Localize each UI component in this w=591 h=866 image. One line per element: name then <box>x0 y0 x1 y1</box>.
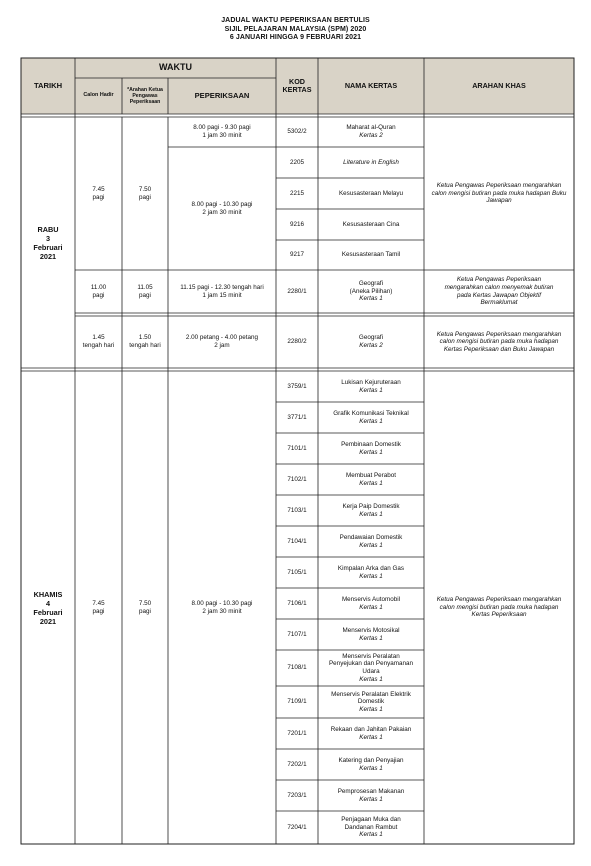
header-arahan-khas: ARAHAN KHAS <box>472 81 526 91</box>
day2-kod-cell: 7103/1 <box>287 506 307 514</box>
day2-nama-cell: Menservis Peralatan Penyejukan dan Penyamanan Udara Kertas 1 <box>328 652 414 683</box>
day1-kod-2280-1: 2280/1 <box>287 287 307 295</box>
day1-s2-calon-hadir: 11.00 pagi <box>90 283 107 299</box>
day2-nama-cell: Menservis Peralatan Elektrik Domestik Kertas 1 <box>331 690 411 713</box>
header-arahan-ketua: *Arahan Ketua Pengawas Peperiksaan <box>127 87 163 105</box>
day2-kod-cell: 7201/1 <box>287 729 307 737</box>
day2-date: KHAMIS 4 Februari 2021 <box>33 589 63 626</box>
day2-kod-cell: 7204/1 <box>287 823 307 831</box>
day2-nama-cell: Kerja Paip Domestik Kertas 1 <box>342 502 400 518</box>
day1-nama-geografi-2: Geografi Kertas 2 <box>358 334 384 349</box>
day1-s1-arahan-ketua: 7.50 pagi <box>138 185 152 201</box>
day2-kod-cell: 7203/1 <box>287 791 307 799</box>
day1-s3-arahan-ketua: 1.50 tengah hari <box>129 334 161 349</box>
day2-arahan-ketua: 7.50 pagi <box>138 599 152 615</box>
header-calon-hadir: Calon Hadir <box>83 92 114 99</box>
day2-nama-cell: Menservis Automobil Kertas 1 <box>341 595 401 611</box>
header-tarikh: TARIKH <box>33 81 63 91</box>
day1-s3-calon-hadir: 1.45 tengah hari <box>82 334 115 349</box>
title-line-2: SIJIL PELAJARAN MALAYSIA (SPM) 2020 <box>224 25 367 33</box>
header-peperiksaan: PEPERIKSAAN <box>194 91 250 101</box>
day2-kod-cell: 7106/1 <box>287 599 307 607</box>
day1-s3-arahan-khas: Ketua Pengawas Peperiksaan mengarahkan calon mengisi butiran pada muka hadapan Kertas Peperiksaan dan Buku Jawapan <box>436 330 562 353</box>
day1-kod-2215: 2215 <box>289 189 304 197</box>
day2-nama-cell: Rekaan dan Jahitan Pakaian Kertas 1 <box>330 725 412 741</box>
day1-s1-calon-hadir: 7.45 pagi <box>92 185 105 201</box>
day1-s1-slot1-time: 8.00 pagi - 9.30 pagi 1 jam 30 minit <box>193 124 251 139</box>
day1-kod-5302-2: 5302/2 <box>287 128 307 136</box>
day1-nama-kesusasteraan-cina: Kesusasteraan Cina <box>342 220 400 228</box>
day2-nama-cell: Penjagaan Muka dan Dandanan Rambut Kertas 1 <box>341 816 401 839</box>
day2-kod-cell: 7104/1 <box>287 537 307 545</box>
day1-kod-2280-2: 2280/2 <box>287 338 307 346</box>
day2-kod-cell: 7107/1 <box>287 630 307 638</box>
day1-nama-kesusasteraan-tamil: Kesusasteraan Tamil <box>341 251 401 259</box>
day2-nama-cell: Membuat Perabot Kertas 1 <box>345 471 397 487</box>
day1-s3-time: 2.00 petang - 4.00 petang 2 jam <box>185 334 259 349</box>
day2-kod-cell: 7102/1 <box>287 475 307 483</box>
day1-s1-arahan-khas: Ketua Pengawas Peperiksaan mengarahkan calon mengisi butiran pada muka hadapan Buku Jawapan <box>431 182 567 205</box>
day1-nama-kesusasteraan-melayu: Kesusasteraan Melayu <box>338 189 404 197</box>
day2-nama-cell: Pembinaan Domestik Kertas 1 <box>341 440 401 456</box>
day2-kod-cell: 7101/1 <box>287 444 307 452</box>
day1-s2-time: 11.15 pagi - 12.30 tengah hari 1 jam 15 minit <box>180 283 264 299</box>
day2-kod-cell: 3771/1 <box>287 413 307 421</box>
day1-nama-geografi-1: Geografi (Aneka Pilihan) Kertas 1 <box>349 280 393 303</box>
title-line-3: 6 JANUARI HINGGA 9 FEBRUARI 2021 <box>229 34 362 42</box>
day1-nama-maharat: Maharat al-Quran Kertas 2 <box>346 124 396 139</box>
title-line-1: JADUAL WAKTU PEPERIKSAAN BERTULIS <box>221 17 370 24</box>
day2-calon-hadir: 7.45 pagi <box>92 599 105 615</box>
day2-nama-cell: Grafik Komunikasi Teknikal Kertas 1 <box>333 409 409 425</box>
day1-s2-arahan-ketua: 11.05 pagi <box>137 283 153 299</box>
day1-kod-9216: 9216 <box>289 220 304 228</box>
header-waktu: WAKTU <box>159 62 192 73</box>
day2-nama-cell: Lukisan Kejuruteraan Kertas 1 <box>341 378 401 394</box>
day2-kod-cell: 7109/1 <box>287 698 307 706</box>
header-kod-kertas: KOD KERTAS <box>282 76 312 94</box>
day2-arahan-khas: Ketua Pengawas Peperiksaan mengarahkan calon mengisi butiran pada muka hadapan Kertas Peperiksaan <box>436 596 562 619</box>
day1-date: RABU 3 Februari 2021 <box>33 224 63 261</box>
day2-nama-cell: Pemprosesan Makanan Kertas 1 <box>337 787 405 803</box>
day1-nama-literature: Literature in English <box>343 158 399 166</box>
day2-kod-cell: 3759/1 <box>287 382 307 390</box>
header-nama-kertas: NAMA KERTAS <box>344 81 398 91</box>
day2-nama-cell: Menservis Motosikal Kertas 1 <box>342 626 400 642</box>
day2-nama-cell: Pendawaian Domestik Kertas 1 <box>339 533 403 549</box>
day2-kod-cell: 7108/1 <box>287 664 307 672</box>
day2-nama-cell: Katering dan Penyajian Kertas 1 <box>338 756 404 772</box>
day2-kod-cell: 7105/1 <box>287 568 307 576</box>
day1-kod-9217: 9217 <box>289 251 304 259</box>
day2-kod-cell: 7202/1 <box>287 760 307 768</box>
day2-time: 8.00 pagi - 10.30 pagi 2 jam 30 minit <box>191 599 253 615</box>
day2-nama-cell: Kimpalan Arka dan Gas Kertas 1 <box>337 564 405 580</box>
day1-s1-slot2-time: 8.00 pagi - 10.30 pagi 2 jam 30 minit <box>191 200 253 216</box>
day1-s2-arahan-khas: Ketua Pengawas Peperiksaan mengarahkan calon menyemak butiran pada Kertas Jawapan Objektif Bermaklumat <box>444 276 554 307</box>
day1-kod-2205: 2205 <box>289 158 304 166</box>
